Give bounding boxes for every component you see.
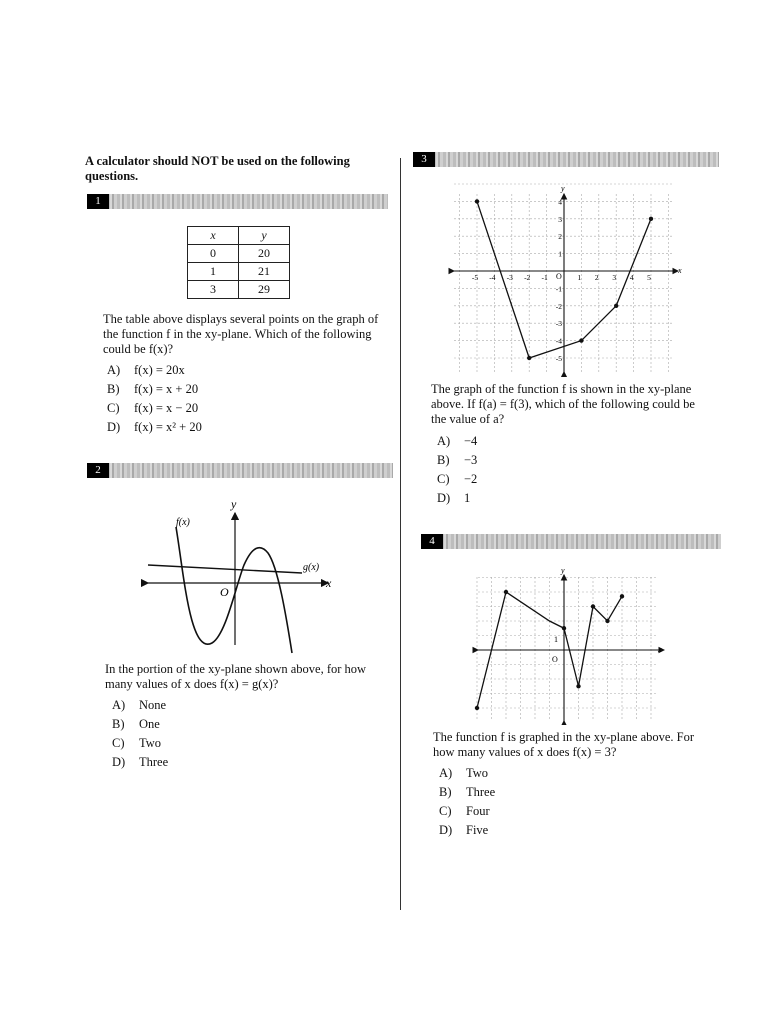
choice-text: 1 <box>464 491 471 505</box>
choice-letter: D) <box>112 755 126 769</box>
graph-point <box>562 626 566 630</box>
choice-letter: C) <box>439 804 452 818</box>
y-axis-label: y <box>561 184 565 193</box>
g-label: g(x) <box>303 562 320 573</box>
question-3-number: 3 <box>413 152 435 167</box>
graph-point <box>614 304 618 308</box>
choice-text: Three <box>139 755 169 769</box>
x-tick-label: 1 <box>577 273 582 282</box>
choice-letter: C) <box>112 736 125 750</box>
graph-point <box>579 338 583 342</box>
graph-point <box>504 590 508 594</box>
table-header-x: x <box>188 227 239 245</box>
graph-point <box>620 594 624 598</box>
column-divider <box>400 158 401 910</box>
choice-text: Five <box>466 823 489 837</box>
choice-letter: A) <box>107 363 121 377</box>
table-cell: 20 <box>239 245 290 263</box>
choice-text: f(x) = 20x <box>134 363 185 377</box>
question-1-number: 1 <box>87 194 109 209</box>
y-tick-label: 3 <box>558 214 562 224</box>
table-cell: 21 <box>239 263 290 281</box>
y-axis-label: y <box>561 566 565 575</box>
choice-text: −2 <box>464 472 478 486</box>
table-cell: 29 <box>239 281 290 299</box>
choice-text: Four <box>466 804 490 818</box>
choice-letter: D) <box>107 420 121 434</box>
x-tick-label: 3 <box>612 273 617 282</box>
choice-d[interactable] <box>437 489 477 508</box>
choice-text: −4 <box>464 434 478 448</box>
y-tick-label: 4 <box>558 197 562 207</box>
choice-b[interactable] <box>439 783 495 802</box>
x-tick-label: 2 <box>594 273 599 282</box>
instructions-heading: A calculator should NOT be used on the following questions. <box>85 154 350 183</box>
question-4-prompt: The function f is graphed in the xy-plane above. For how many values of x does f(x) = 3? <box>433 730 695 759</box>
grid <box>454 184 672 372</box>
y-tick-label: -4 <box>555 336 562 346</box>
choice-c[interactable] <box>107 399 202 418</box>
y-tick-label: 1 <box>558 249 562 259</box>
choice-d[interactable] <box>439 821 495 840</box>
question-3-prompt: The graph of the function f is shown in the xy-plane above. If f(a) = f(3), which of the following could be the value of a? <box>431 382 695 426</box>
y-tick-label: -1 <box>555 284 562 294</box>
table-cell: 0 <box>188 245 239 263</box>
question-1-prompt: The table above displays several points on the graph of the function f in the xy-plane. Which of the following could be f(x)? <box>103 312 379 356</box>
choice-c[interactable] <box>437 470 477 489</box>
graph-point <box>649 217 653 221</box>
choice-letter: C) <box>437 472 450 486</box>
question-1-header-bar <box>87 194 388 209</box>
x-axis-label: x <box>678 266 682 275</box>
question-2-prompt: In the portion of the xy-plane shown above, for how many values of x does f(x) = g(x)? <box>105 662 367 691</box>
choice-text: −3 <box>464 453 478 467</box>
choice-letter: D) <box>437 491 451 505</box>
choice-c[interactable] <box>439 802 495 821</box>
question-4-number: 4 <box>421 534 443 549</box>
y-tick-label: 2 <box>558 232 562 242</box>
choice-d[interactable] <box>112 753 168 772</box>
choice-letter: B) <box>107 382 120 396</box>
table-header-y: y <box>239 227 290 245</box>
choice-letter: B) <box>437 453 450 467</box>
graph-point <box>605 619 609 623</box>
question-4-graph <box>472 565 672 725</box>
choice-text: f(x) = x + 20 <box>134 382 199 396</box>
question-2-number: 2 <box>87 463 109 478</box>
question-3-choices <box>437 432 477 508</box>
graph-point <box>527 356 531 360</box>
choice-b[interactable] <box>112 715 168 734</box>
choice-letter: A) <box>112 698 126 712</box>
question-4-header-bar <box>421 534 721 549</box>
y-axis-label: y <box>231 497 237 511</box>
choice-letter: D) <box>439 823 453 837</box>
choice-b[interactable] <box>437 451 477 470</box>
f-curve <box>176 527 292 653</box>
x-tick-label: 4 <box>629 273 634 282</box>
x-tick-label: -4 <box>489 273 496 282</box>
question-3-graph <box>440 182 690 377</box>
choice-b[interactable] <box>107 380 202 399</box>
question-1-choices <box>107 361 202 437</box>
question-2-header-bar <box>87 463 393 478</box>
choice-letter: C) <box>107 401 120 415</box>
choice-text: Two <box>139 736 162 750</box>
table-cell: 3 <box>188 281 239 299</box>
y-tick-label: -2 <box>555 301 562 311</box>
x-tick-label: -1 <box>541 273 548 282</box>
choice-a[interactable] <box>112 696 168 715</box>
g-line <box>148 565 302 573</box>
x-tick-label: -2 <box>524 273 531 282</box>
choice-letter: B) <box>112 717 125 731</box>
choice-text: f(x) = x − 20 <box>134 401 199 415</box>
choice-a[interactable] <box>439 764 495 783</box>
choice-text: Three <box>466 785 496 799</box>
choice-a[interactable] <box>107 361 202 380</box>
choice-text: None <box>139 698 167 712</box>
x-axis-label: x <box>326 576 332 590</box>
question-2-graph <box>140 495 340 655</box>
choice-letter: B) <box>439 785 452 799</box>
choice-d[interactable] <box>107 418 202 437</box>
y-tick-label: -5 <box>555 354 562 363</box>
question-1-table <box>187 226 290 299</box>
y-tick-label: -3 <box>555 319 562 329</box>
graph-point <box>591 604 595 608</box>
x-tick-label: -3 <box>506 273 513 282</box>
x-tick-label: -5 <box>471 273 479 282</box>
origin-label: O <box>220 585 229 599</box>
choice-letter: A) <box>439 766 453 780</box>
question-2-choices <box>112 696 168 772</box>
graph-point <box>475 199 479 203</box>
choice-text: f(x) = x² + 20 <box>134 420 202 434</box>
table-cell: 1 <box>188 263 239 281</box>
unit-label: 1 <box>554 635 558 644</box>
question-3-header-bar <box>413 152 719 167</box>
origin-label: O <box>556 272 562 281</box>
x-axis-label: x <box>658 645 662 654</box>
graph-point <box>475 706 479 710</box>
origin-label: O <box>552 655 558 664</box>
choice-text: Two <box>466 766 489 780</box>
f-label: f(x) <box>176 517 190 528</box>
choice-c[interactable] <box>112 734 168 753</box>
choice-a[interactable] <box>437 432 477 451</box>
choice-text: One <box>139 717 160 731</box>
question-4-choices <box>439 764 495 840</box>
graph-point <box>576 684 580 688</box>
choice-letter: A) <box>437 434 451 448</box>
x-tick-label: 5 <box>647 273 651 282</box>
